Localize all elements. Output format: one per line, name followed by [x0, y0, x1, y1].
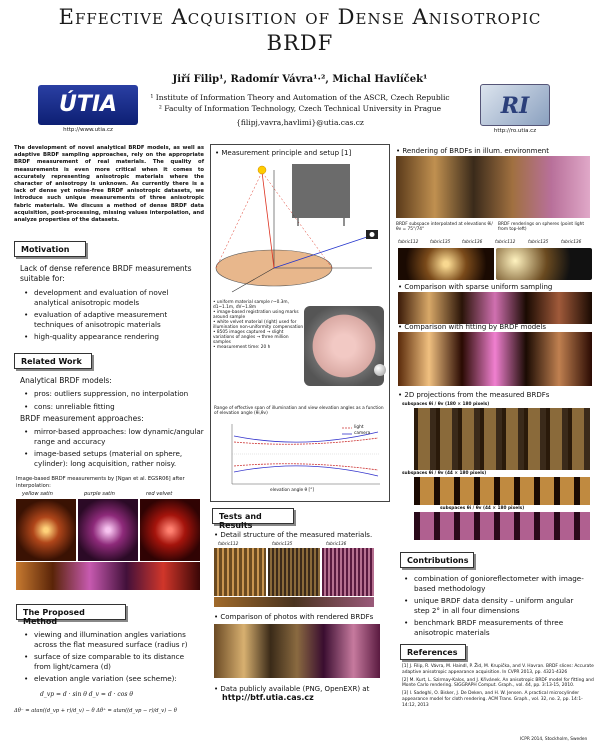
motivation-heading: Motivation [14, 241, 86, 257]
data-url-link[interactable]: http://btf.utia.cas.cz [222, 693, 314, 702]
abstract: The development of novel analytical BRDF models, as well as adaptive BRDF sampling approaches, rely on the appropriate BRDF measurement of real materials. The quality of measurements is even more critical when it comes to accurately representing anisotropic materials where the character of anisotropy is unknown. As currently there is a lack of dense yet noise-free BRDF anisotropic datasets, we introduce such unique measurements of three anisotropic fabric materials. We discuss a method of dense BRDF data acquisition, post-processing, missing values interpolation, and analyze properties of the datasets. [14, 145, 204, 224]
measured-sphere-row [496, 248, 592, 280]
list-item: • cons: unreliable fitting [22, 402, 202, 412]
fabric-label: fabric135 [430, 240, 451, 245]
sparse-title: • Comparison with sparse uniform sampling [398, 283, 553, 291]
related-caption: Image-based BRDF measurements by [Ngan et al. EGSR06] after interpolation: [16, 476, 185, 489]
subspace-caption: BRDF subspace interpolated at elevations θi/θv = 75°/74° [396, 222, 493, 232]
compare-photos-title: • Comparison of photos with rendered BRDFs [214, 613, 374, 621]
contributions-heading: Contributions [400, 552, 474, 568]
related-intro-models: Analytical BRDF models: [20, 376, 112, 385]
utia-logo: ÚTIA [38, 85, 138, 125]
fabric112-detail [214, 548, 266, 596]
purple-satin-image [78, 499, 138, 561]
reference-item: [1] J. Filip, R. Vávra, M. Haindl, P. Žid, M. Krupička, and V. Havran. BRDF slices: Accurate adaptive anisotropic appearance acquisition. In CVPR 2013, pp. 4321-4326 [402, 664, 594, 675]
legend-camera: camera [354, 431, 371, 436]
method-list [22, 630, 202, 687]
measurement-scheme-diagram [212, 160, 388, 300]
related-approaches-list [22, 427, 204, 471]
fabric-label: fabric112 [218, 542, 239, 547]
list-item: • high-quality appearance rendering [22, 332, 202, 342]
red-velvet-image [140, 499, 200, 561]
authors: Jiří Filip¹, Radomír Vávra¹·², Michal Havlíček¹ [172, 74, 428, 85]
fabric136-detail [322, 548, 374, 596]
subspace-label-3: subspaces θi / θv (44 × 180 pixels) [440, 506, 525, 511]
env-rendering-image [396, 156, 590, 218]
legend-light: light [354, 425, 364, 430]
data-availability: • Data publicly available (PNG, OpenEXR) at [214, 685, 370, 693]
motivation-intro: Lack of dense reference BRDF measurements suitable for: [20, 264, 192, 283]
render-title: • Rendering of BRDFs in illum. environment [396, 147, 549, 155]
utia-url[interactable]: http://www.utia.cz [63, 127, 113, 133]
brdf-measurement-strip [16, 562, 200, 590]
related-work-heading: Related Work [14, 353, 92, 369]
fabric-label-row [398, 240, 592, 246]
subspace-label-2: subspaces θi / θv (44 × 180 pixels) [402, 471, 487, 476]
related-models-list [22, 389, 202, 414]
list-item: • image-based setups (material on sphere, cylinder): long acquisition, rather noisy. [22, 449, 204, 468]
contributions-list [402, 574, 590, 640]
equation-2: Δθ⁻ = atan((d_vp + r)/d_v) − θ Δθ⁺ = atan((d_vp − r)/d_v) − θ [14, 708, 177, 714]
projections-grid-3 [414, 512, 590, 540]
sphere-caption: BRDF renderings on spheres (point light from top-left) [498, 222, 585, 232]
setup-bullet: • white velvet material (right) used for illumination non-uniformity compensation [213, 320, 304, 330]
setup-bullet: • 8505 images captured → slight variations of angles → three million samples [213, 330, 289, 345]
list-item: • elevation angle variation (see scheme): [22, 674, 202, 684]
poster-title [0, 4, 600, 56]
fabric-label: fabric136 [462, 240, 483, 245]
fitting-comparison-rows [398, 332, 592, 386]
label-yellow-satin: yellow satin [22, 491, 53, 497]
setup-bullet: • uniform material sample r~0.3m, d1~1.1m, dV~1.8m [213, 300, 289, 310]
setup-bullet: • image-based registration using marks around sample [213, 310, 299, 320]
list-item: • unique BRDF data density – uniform angular step 2° in all four dimensions [402, 596, 590, 615]
ri-url[interactable]: http://ro.utia.cz [493, 128, 537, 134]
fabric-label: fabric112 [398, 240, 419, 245]
plot-xlabel: elevation angle θ [°] [270, 488, 315, 493]
list-item: • surface of size comparable to its distance from light/camera (d) [22, 652, 202, 671]
subspace-label-1: subspaces θi / θv (180 × 180 pixels) [402, 402, 490, 407]
setup-title: • Measurement principle and setup [1] [215, 149, 352, 157]
conference-footer: ICPR 2014, Stockholm, Sweden [520, 737, 588, 742]
list-item: • combination of gonioreflectometer with image-based methodology [402, 574, 590, 593]
proposed-method-heading: The Proposed Method [16, 604, 126, 620]
ri-logo: RI [480, 84, 550, 126]
list-item: • benchmark BRDF measurements of three anisotropic materials [402, 618, 590, 637]
sparse-comparison-row [398, 292, 592, 324]
motivation-list [22, 288, 202, 345]
email: {filipj,vavra,havlimi}@utia.cas.cz [236, 118, 364, 127]
fabric-detail-strip [214, 597, 374, 607]
title-line1: Effective Acquisition of Dense Anisotropic [58, 5, 542, 29]
projections-grid-1 [414, 408, 590, 470]
yellow-satin-image [16, 499, 76, 561]
related-intro-approaches: BRDF measurement approaches: [20, 414, 144, 423]
list-item: • mirror-based approaches: low dynamic/angular range and accuracy [22, 427, 204, 446]
references-heading: References [400, 644, 466, 660]
measured-subspace-row [398, 248, 494, 280]
reference-item: [3] I. Sadeghi, O. Bisker, J. De Deken, and H. W. Jensen. A practical microcylinder appearance model for cloth rendering. ACM Trans. Graph., vol. 32, no. 2, pp. 14:1-14:12, 2013 [402, 691, 583, 708]
fabric-label: fabric136 [561, 240, 582, 245]
affiliation-1: ¹ Institute of Information Theory and Automation of the ASCR, Czech Republic [150, 93, 450, 102]
fabric-label: fabric135 [272, 542, 293, 547]
label-red-velvet: red velvet [146, 491, 173, 497]
list-item: • development and evaluation of novel analytical anisotropic models [22, 288, 202, 307]
list-item: • viewing and illumination angles variations across the flat measured surface (radius r) [22, 630, 202, 649]
list-item: • evaluation of adaptive measurement techniques of anisotropic materials [22, 310, 202, 329]
equation-1: d_vp = d · sin θ d_v = d · cos θ [40, 691, 133, 698]
affiliations [120, 92, 480, 114]
plot-caption: Range of effective span of illumination and view elevation angles as a function of elevation angle (θi,θv) [214, 406, 384, 416]
setup-bullet: • measurement time: 20 h [213, 345, 271, 350]
label-purple-satin: purple satin [84, 491, 115, 497]
reference-item: [2] M. Kurt, L. Szirmay-Kalos, and J. Křivánek. An anisotropic BRDF model for fitting and Monte Carlo rendering. SIGGRAPH Comput. Graph., vol. 44, pp. 3:13-15, 2010. [402, 677, 594, 689]
photo-vs-render-strip [214, 624, 380, 678]
fabric-label: fabric136 [326, 542, 347, 547]
title-line2: BRDF [266, 31, 334, 55]
fitting-title: • Comparison with fitting by BRDF models [398, 323, 547, 331]
setup-title-text: Measurement principle and setup [1] [221, 149, 352, 157]
velvet-sample-image [304, 306, 384, 386]
setup-bullets [213, 300, 305, 350]
reference-sphere [374, 364, 386, 376]
detail-title: • Detail structure of the measured materials. [214, 531, 373, 539]
references-list [402, 664, 594, 709]
fabric135-detail [268, 548, 320, 596]
fabric-label: fabric135 [528, 240, 549, 245]
projections-title: • 2D projections from the measured BRDFs [398, 391, 550, 399]
fabric-label: fabric112 [495, 240, 516, 245]
tests-results-heading: Tests and Results [212, 508, 294, 524]
affiliation-2: ² Faculty of Information Technology, Czech Technical University in Prague [158, 104, 442, 113]
projections-grid-2 [414, 477, 590, 505]
list-item: • pros: outliers suppression, no interpolation [22, 389, 202, 399]
